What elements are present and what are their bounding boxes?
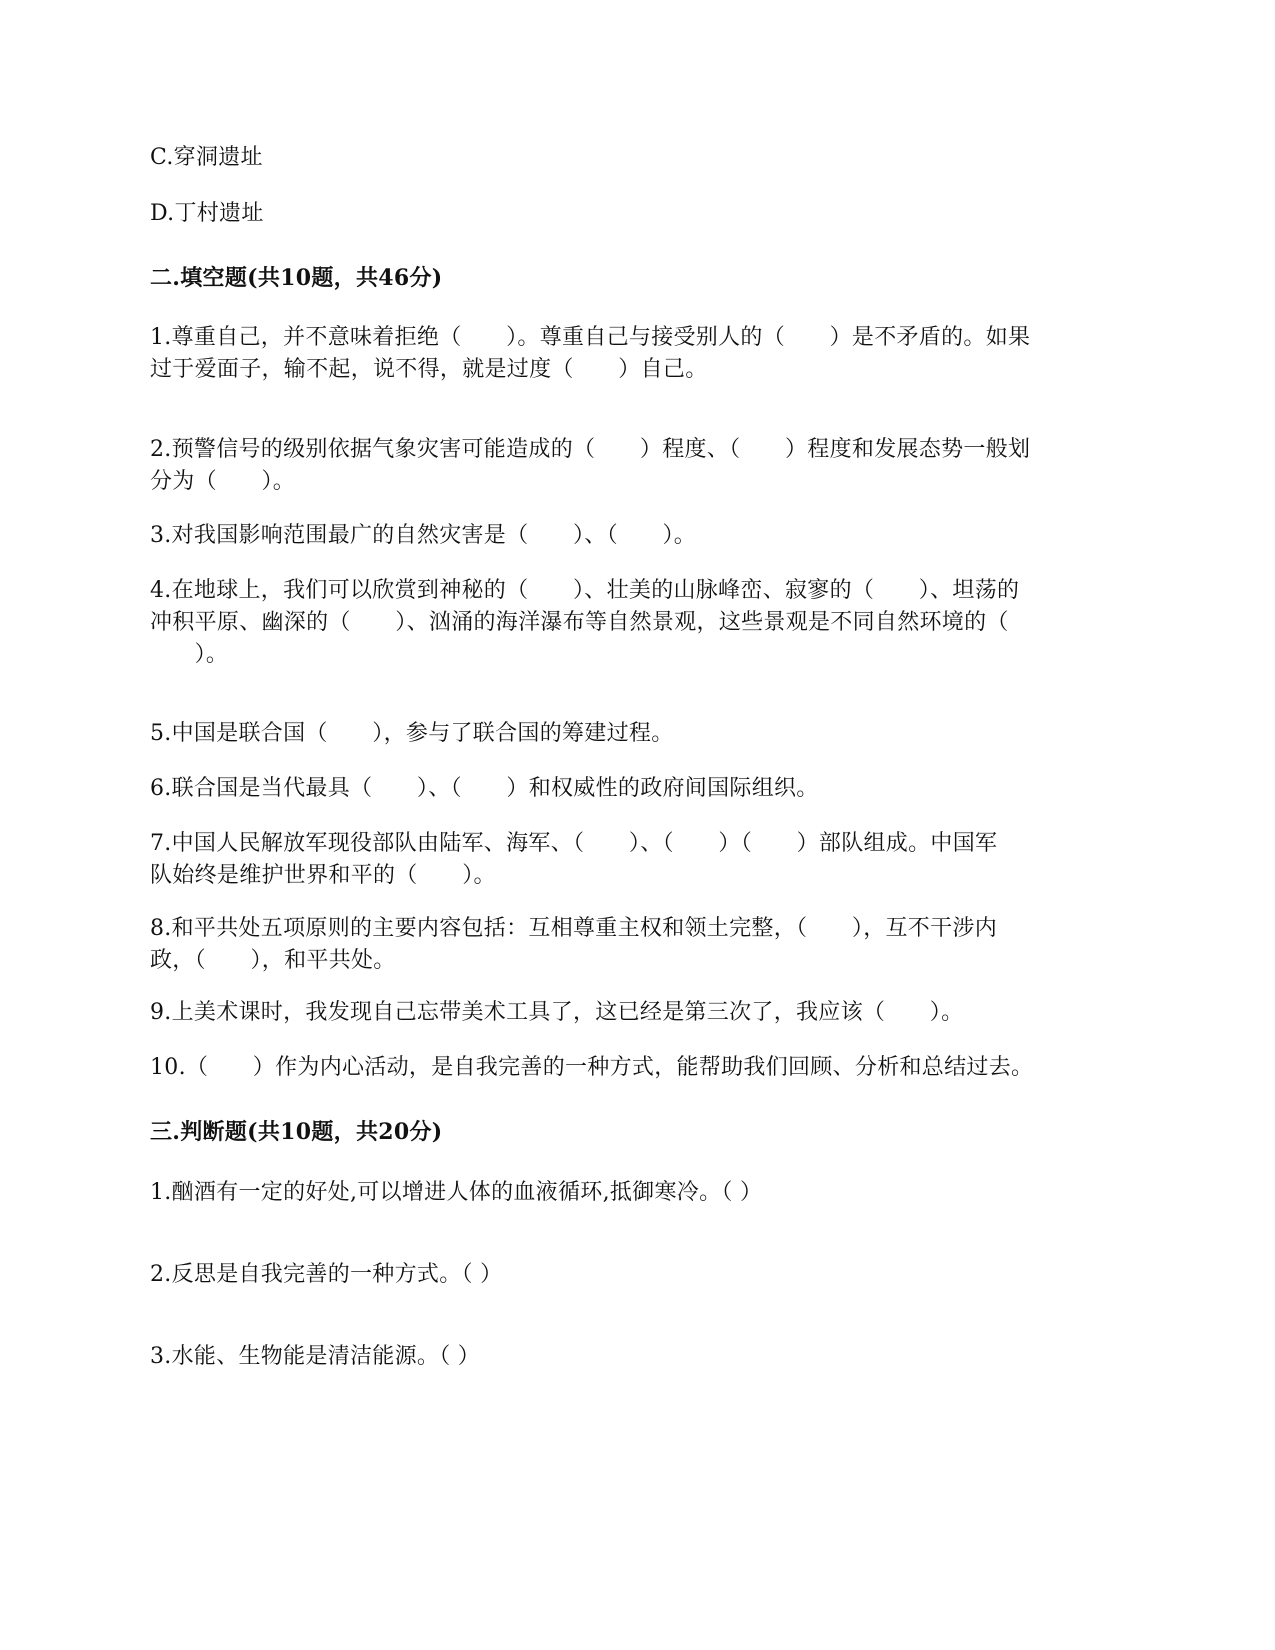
question-line: 冲积平原、幽深的（ ）、汹涌的海洋瀑布等自然景观，这些景观是不同自然环境的（ (150, 610, 1009, 635)
fill-question-8 (150, 913, 1125, 977)
fill-question-2 (150, 434, 1125, 498)
judge-question-3 (150, 1341, 1125, 1373)
judge-question-2 (150, 1259, 1125, 1291)
question-line: 3.对我国影响范围最广的自然灾害是（ ）、（ ）。 (150, 523, 697, 548)
question-line: 7.中国人民解放军现役部队由陆军、海军、（ ）、（ ）（ ）部队组成。中国军 (150, 831, 998, 856)
question-line: 分为（ ）。 (150, 469, 296, 494)
question-line: ）。 (150, 642, 229, 667)
question-line: 1.尊重自己，并不意味着拒绝（ ）。尊重自己与接受别人的（ ）是不矛盾的。如果 (150, 325, 1031, 350)
fill-question-3 (150, 520, 1125, 552)
question-line: 10.（ ）作为内心活动，是自我完善的一种方式，能帮助我们回顾、分析和总结过去。 (150, 1055, 1034, 1080)
fill-question-5 (150, 718, 1125, 750)
question-line: 队始终是维护世界和平的（ ）。 (150, 863, 496, 888)
question-line: 4.在地球上，我们可以欣赏到神秘的（ ）、壮美的山脉峰峦、寂寥的（ ）、坦荡的 (150, 578, 1020, 603)
fill-question-9 (150, 997, 1125, 1029)
section-heading-true-false: 三.判断题(共10题，共20分) (150, 1119, 443, 1145)
question-line: 8.和平共处五项原则的主要内容包括：互相尊重主权和领土完整，（ ），互不干涉内 (150, 916, 997, 941)
question-line: 过于爱面子，输不起，说不得，就是过度（ ）自己。 (150, 357, 708, 382)
question-line: 2.预警信号的级别依据气象灾害可能造成的（ ）程度、（ ）程度和发展态势一般划 (150, 437, 1031, 462)
fill-question-7 (150, 828, 1125, 892)
section-heading-fill-blank: 二.填空题(共10题，共46分) (150, 265, 443, 291)
fill-question-4 (150, 575, 1125, 671)
option-c: C.穿洞遗址 (150, 145, 263, 170)
fill-question-1 (150, 322, 1125, 386)
question-line: 1.酗酒有一定的好处,可以增进人体的血液循环,抵御寒冷。（ ） (150, 1180, 763, 1205)
fill-question-10 (150, 1052, 1125, 1084)
question-line: 6.联合国是当代最具（ ）、（ ）和权威性的政府间国际组织。 (150, 776, 819, 801)
question-line: 3.水能、生物能是清洁能源。（ ） (150, 1344, 481, 1369)
question-line: 政，（ ），和平共处。 (150, 948, 396, 973)
option-d: D.丁村遗址 (150, 201, 264, 226)
question-line: 2.反思是自我完善的一种方式。（ ） (150, 1262, 503, 1287)
fill-question-6 (150, 773, 1125, 805)
judge-question-1 (150, 1177, 1125, 1209)
question-line: 5.中国是联合国（ ），参与了联合国的筹建过程。 (150, 721, 674, 746)
question-line: 9.上美术课时，我发现自己忘带美术工具了，这已经是第三次了，我应该（ ）。 (150, 1000, 964, 1025)
